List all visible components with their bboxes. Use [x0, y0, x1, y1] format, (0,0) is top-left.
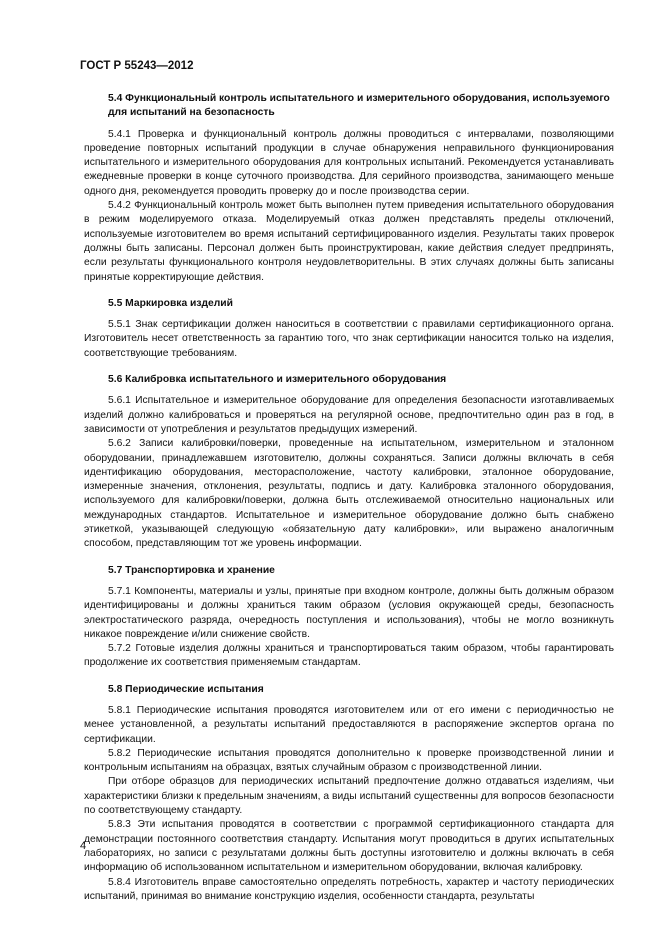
paragraph: 5.8.1 Периодические испытания проводятся изготовителем или от его имени с периодичностью не менее установленной, а результаты испытаний предоставляются в распоряжение экспертов органа по сертификации.: [84, 704, 614, 745]
document-header: ГОСТ Р 55243—2012: [80, 60, 194, 72]
paragraph: 5.8.2 Периодические испытания проводятся дополнительно к проверке производственной линии и контрольным испытаниям на образцах, взятых случайным образом с производственной линии.: [84, 747, 614, 774]
section-title: 5.6 Калибровка испытательного и измерительного оборудования: [108, 374, 447, 386]
paragraph: 5.8.4 Изготовитель вправе самостоятельно определять потребность, характер и частоту периодических испытаний, принимая во внимание конструкцию изделия, особенности стандарта, результаты: [84, 876, 614, 902]
section-title: 5.7 Транспортировка и хранение: [108, 564, 275, 576]
paragraph: При отборе образцов для периодических испытаний предпочтение должно отдаваться изделиям, чьи характеристики близки к предельным значениям, а виды испытаний существенны для вопросов безопасности по соответствующему стандарту.: [84, 776, 614, 817]
paragraph: 5.5.1 Знак сертификации должен наноситься в соответствии с правилами сертификационного органа. Изготовитель несет ответственность за гарантию того, что знак сертификации наносится только на изделия, соответствующие требованиям.: [84, 319, 614, 359]
paragraph: 5.6.1 Испытательное и измерительное оборудование для определения безопасности изготавливаемых изделий должно калиброваться и проверяться на регулярной основе, предпочтительно один раз в год, в зависимости от употребления и результатов предыдущих измерений.: [84, 395, 614, 435]
paragraph: 5.8.3 Эти испытания проводятся в соответствии с программой сертификационного стандарта для демонстрации постоянного соответствия стандарту. Испытания могут проводиться в других испытательных лабораториях, но записи с результатами должны быть доступны изготовителю и должны включать в себя информацию об использованном испытательном и измерительном оборудовании, включая калибровку.: [84, 819, 614, 874]
paragraph: 5.4.1 Проверка и функциональный контроль должны проводиться с интервалами, позволяющими проведение повторных испытаний продукции в случае обнаружения неправильного функционирования испытательного и измерительного оборудования для контрольных испытаний. Рекомендуется устанавливать ежедневные проверки в конце суточного производства. Для серийного производства, занимающего меньше одного дня, рекомендуется проводить проверку до и после производства серии.: [84, 128, 614, 197]
paragraph: 5.4.2 Функциональный контроль может быть выполнен путем приведения испытательного оборудования в режим моделируемого отказа. Моделируемый отказ должен представлять пределы отключений, используемые изготовителем во время испытаний сертифицированного изделия. Результаты таких проверок должны быть записаны. Персонал должен быть проинструктирован, какие действия следует предпринять, если результаты функционального контроля неудовлетворительны. В этих случаях должны быть записаны принятые корректирующие действия.: [84, 200, 614, 283]
section-title: 5.5 Маркировка изделий: [108, 297, 233, 309]
paragraph: 5.7.2 Готовые изделия должны храниться и транспортироваться таким образом, чтобы гарантировать продолжение их соответствия применяемым стандартам.: [84, 643, 614, 669]
section-5-6: [84, 373, 614, 552]
section-5-7: [84, 564, 614, 671]
section-title: 5.8 Периодические испытания: [108, 683, 264, 695]
section-5-8: [84, 683, 614, 904]
paragraph: 5.6.2 Записи калибровки/поверки, проведенные на испытательном, измерительном и эталонном оборудовании, принадлежавшем изготовителю, должны сохраняться. Записи должны включать в себя идентификацию оборудования, месторасположение, частоту калибровки, эталонное оборудование, измеренные значения, отклонения, результаты, подпись и дату. Калибровка эталонного оборудования, используемого для калибровки/поверки, должна быть отслеживаемой относительно национальных или международных стандартов. Испытательное и измерительное оборудование должно быть снабжено этикеткой, указывающей следующую «обязательную дату калибровки», или выражено аналогичным способом, представляющим тот же уровень информации.: [84, 438, 614, 550]
paragraph: 5.7.1 Компоненты, материалы и узлы, принятые при входном контроле, должны быть должным образом идентифицированы и должны храниться таким образом (условия окружающей среды, безопасность электростатического разряда, очередность поступления и использования), чтобы не могло возникнуть никакое повреждение и/или снижение свойств.: [84, 585, 614, 640]
section-5-5: [84, 297, 614, 361]
document-body: [84, 92, 614, 904]
section-title: 5.4 Функциональный контроль испытательного и измерительного оборудования, используемого для испытаний на безопасность: [108, 93, 610, 119]
section-5-4: [84, 92, 614, 285]
page-number: 4: [80, 840, 87, 852]
